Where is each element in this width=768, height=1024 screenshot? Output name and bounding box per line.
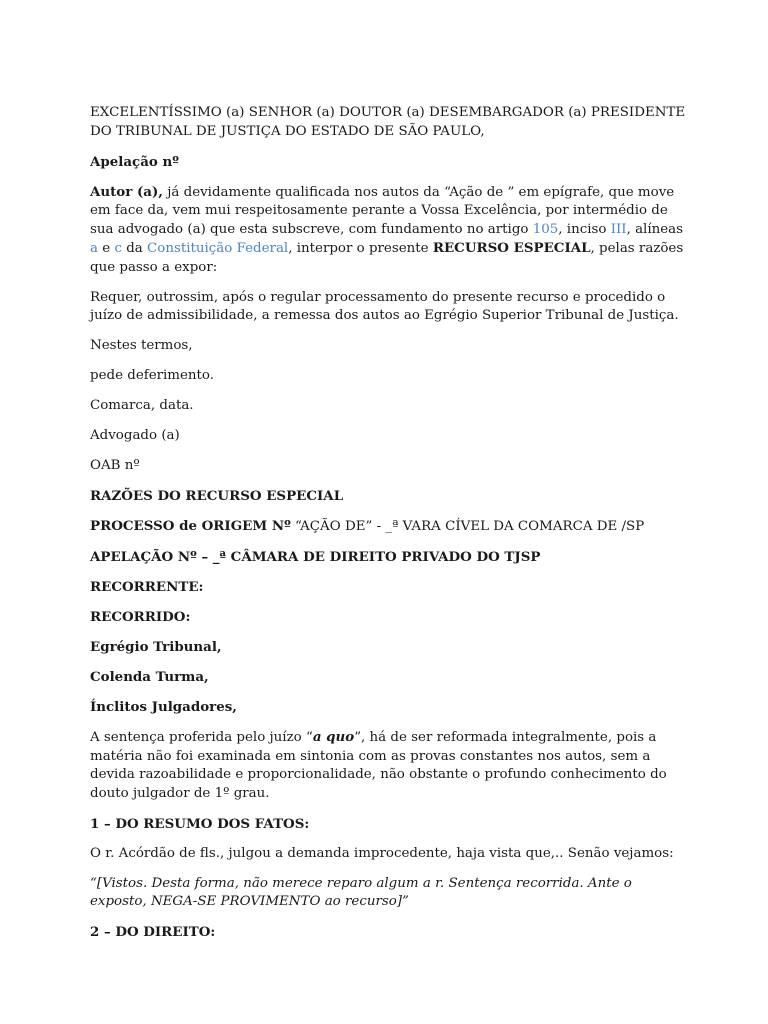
comarca-data: Comarca, data. [90, 398, 194, 413]
acordao-paragraph: O r. Acórdão de fls., julgou a demanda improcedente, haja vista que,.. Senão vejamos: [90, 845, 674, 861]
article-105-link[interactable]: 105 [532, 221, 559, 237]
addressee-header: EXCELENTÍSSIMO (a) SENHOR (a) DOUTOR (a) DESEMBARGADOR (a) PRESIDENTE DO TRIBUNAL DE JUSTIÇA DO ESTADO DE SÃO PAULO, [90, 105, 686, 139]
autor-label: Autor (a), [90, 183, 163, 200]
intro-text-2: , inciso [558, 221, 611, 237]
intro-text-7: , pelas razões que passo a expor: [90, 241, 684, 275]
intro-text-3: , alíneas [626, 221, 684, 237]
sentenca-text-1: A sentença proferida pelo juízo “ [90, 730, 313, 745]
section-2-title: 2 – DO DIREITO: [90, 924, 216, 940]
recurso-especial-emphasis: RECURSO ESPECIAL [432, 240, 591, 256]
inclitos-julgadores: Ínclitos Julgadores, [90, 699, 237, 715]
intro-paragraph [90, 183, 690, 278]
processo-origem-line [90, 517, 690, 537]
sentenca-text-2: ”, há de ser reformada integralmente, pois a matéria não foi examinada em sintonia com as provas constantes nos autos, sem a devida razoabilidade e proporcionalidade, não obstante o profundo conhecimento do douto julgador de 1º grau. [90, 730, 667, 801]
oab-label: OAB nº [90, 458, 140, 473]
pede-deferimento: pede deferimento. [90, 368, 215, 383]
apelacao-number-label: Apelação nº [90, 153, 179, 170]
egregio-tribunal: Egrégio Tribunal, [90, 639, 222, 655]
alinea-c-link[interactable]: c [114, 241, 122, 256]
intro-text-5: da [121, 241, 148, 256]
advogado-label: Advogado (a) [90, 428, 180, 443]
processo-origem-label: PROCESSO de ORIGEM Nº [90, 518, 291, 534]
sentenca-paragraph [90, 728, 690, 803]
razoes-title: RAZÕES DO RECURSO ESPECIAL [90, 488, 344, 504]
constituicao-federal-link[interactable]: Constituição Federal [147, 241, 289, 256]
recorrente-label: RECORRENTE: [90, 579, 204, 595]
intro-text-6: , interpor o presente [288, 241, 433, 256]
section-1-title: 1 – DO RESUMO DOS FATOS: [90, 815, 310, 832]
intro-text-4: e [97, 241, 115, 256]
a-quo-emphasis: a quo [312, 729, 355, 745]
alinea-a-link[interactable]: a [90, 241, 98, 256]
apelacao-camara-line: APELAÇÃO Nº – _ª CÂMARA DE DIREITO PRIVADO DO TJSP [90, 549, 541, 565]
document-page [90, 104, 690, 953]
quote-paragraph: “[Vistos. Desta forma, não merece reparo algum a r. Sentença recorrida. Ante o exposto, NEGA-SE PROVIMENTO ao recurso]” [90, 875, 632, 909]
intro-text-1: já devidamente qualificada nos autos da “Ação de ” em epígrafe, que move em face da, vem mui respeitosamente perante a Vossa Excelência, por intermédio de sua advogado (a) que esta subscreve, com fundamento no artigo [90, 184, 675, 237]
nestes-termos: Nestes termos, [90, 338, 193, 353]
requer-paragraph: Requer, outrossim, após o regular processamento do presente recurso e procedido o juízo de admissibilidade, a remessa dos autos ao Egrégio Superior Tribunal de Justiça. [90, 289, 679, 323]
processo-origem-value: “AÇÃO DE” - _ª VARA CÍVEL DA COMARCA DE /SP [290, 519, 645, 534]
colenda-turma: Colenda Turma, [90, 669, 209, 685]
inciso-III-link[interactable]: III [610, 221, 627, 237]
recorrido-label: RECORRIDO: [90, 609, 191, 625]
